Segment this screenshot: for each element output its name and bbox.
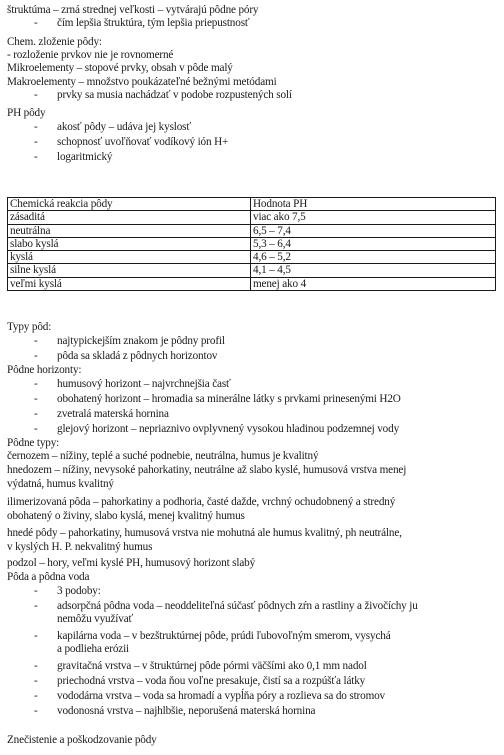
table-header-row [8, 198, 496, 211]
table-row [8, 264, 496, 277]
bullet-text: obohatený horizont – hromadia sa minerálne látky s prvkami prinesenými H2O [57, 393, 401, 405]
bullet-text: 3 podoby: [57, 585, 101, 597]
dash-bullet: - [34, 600, 38, 612]
section-heading: Typy pôd: [7, 321, 52, 333]
bullet-text: logaritmický [57, 151, 113, 163]
table-row [8, 237, 496, 250]
table-cell: kyslá [8, 251, 251, 264]
table-cell: 4,1 – 4,5 [251, 264, 496, 277]
table-cell: 5,3 – 6,4 [251, 237, 496, 250]
dash-bullet: - [34, 690, 38, 702]
section-heading: Chem. zloženie pôdy: [7, 36, 102, 48]
table-row [8, 224, 496, 237]
text-line: štruktúma – zrná strednej veľkosti – vytvárajú pôdne póry [7, 4, 259, 16]
bullet-text-continued: a podlieha erózii [57, 643, 129, 655]
text-line: podzol – hory, veľmi kyslé PH, humusový horizont slabý [7, 557, 256, 569]
dash-bullet: - [34, 350, 38, 362]
section-heading: Pôdne horizonty: [7, 364, 82, 376]
table-cell: veľmi kyslá [8, 277, 251, 290]
table-cell: slabo kyslá [8, 237, 251, 250]
section-heading: Pôda a pôdna voda [7, 571, 90, 583]
dash-bullet: - [34, 136, 38, 148]
dash-bullet: - [34, 17, 38, 29]
bullet-text: gravitačná vrstva – v štruktúrnej pôde pórmi väčšími ako 0,1 mm nadol [57, 660, 367, 672]
text-line: hnedozem – nížiny, nevysoké pahorkatiny, neutrálne až slabo kyslé, humusová vrstva menej [7, 464, 407, 476]
dash-bullet: - [34, 423, 38, 435]
bullet-text: adsorpčná pôdna voda – neoddeliteľná súčasť pôdnych zŕn a rastliny a živočíchy ju [57, 600, 418, 612]
table-cell: menej ako 4 [251, 277, 496, 290]
dash-bullet: - [34, 408, 38, 420]
bullet-text: najtypickejším znakom je pôdny profil [57, 335, 225, 347]
bullet-text: akosť pôdy – udáva jej kyslosť [57, 121, 192, 133]
table-header-cell: Chemická reakcia pôdy [8, 198, 251, 211]
bullet-text: priechodná vrstva – voda ňou voľne presakuje, čistí sa a rozpúšťa látky [57, 675, 366, 687]
dash-bullet: - [34, 393, 38, 405]
dash-bullet: - [34, 660, 38, 672]
dash-bullet: - [34, 121, 38, 133]
bullet-text: vododárna vrstva – voda sa hromadí a vypĺňa póry a rozlieva sa do stromov [57, 690, 386, 702]
ph-table [7, 197, 496, 291]
text-line: obohatený o živiny, slabo kyslá, menej kvalitný humus [7, 510, 245, 522]
bullet-text: glejový horizont – nepriaznivo ovplyvnený vysokou hladinou podzemnej vody [57, 423, 400, 435]
dash-bullet: - [34, 675, 38, 687]
text-line: hnedé pôdy – pahorkatiny, humusová vrstva nie mohutná ale humus kvalitný, ph neutrálne, [7, 527, 402, 539]
bullet-text: zvetralá materská hornina [57, 408, 169, 420]
table-cell: zásaditá [8, 211, 251, 224]
dash-bullet: - [34, 705, 38, 717]
bullet-text: čím lepšia štruktúra, tým lepšia priepustnosť [57, 17, 250, 29]
table-row [8, 251, 496, 264]
table-header-cell: Hodnota PH [251, 198, 496, 211]
dash-bullet: - [34, 335, 38, 347]
text-line: Makroelementy – množstvo poukázateľné bežnými metódami [7, 76, 277, 88]
dash-bullet: - [34, 585, 38, 597]
bullet-text-continued: nemôžu využívať [57, 613, 134, 625]
table-row [8, 211, 496, 224]
text-line: ilimerizovaná pôda – pahorkatiny a podhoria, časté dažde, vrchný ochudobnený a stredný [7, 496, 396, 508]
bullet-text: vodonosná vrstva – najhlbšie, neporušená materská hornina [57, 705, 316, 717]
text-line: - rozloženie prvkov nie je rovnomerné [7, 49, 174, 61]
table-cell: silne kyslá [8, 264, 251, 277]
dash-bullet: - [34, 89, 38, 101]
dash-bullet: - [34, 630, 38, 642]
text-line: výdatná, humus kvalitný [7, 478, 114, 490]
text-line: v kyslých H. P. nekvalitný humus [7, 541, 153, 553]
text-line: Mikroelementy – stopové prvky, obsah v pôde malý [7, 62, 233, 74]
section-heading: Pôdne typy: [7, 437, 60, 449]
section-heading: PH pôdy [7, 107, 46, 119]
bullet-text: pôda sa skladá z pôdnych horizontov [57, 350, 218, 362]
text-line: černozem – nížiny, teplé a suché podnebie, neutrálna, humus je kvalitný [7, 450, 319, 462]
bullet-text: schopnosť uvoľňovať vodíkový ión H+ [57, 136, 229, 148]
table-cell: 4,6 – 5,2 [251, 251, 496, 264]
table-row [8, 277, 496, 290]
section-heading: Znečistenie a poškodzovanie pôdy [7, 734, 157, 746]
table-cell: 6,5 – 7,4 [251, 224, 496, 237]
dash-bullet: - [34, 378, 38, 390]
bullet-text: humusový horizont – najvrchnejšia časť [57, 378, 231, 390]
table-cell: neutrálna [8, 224, 251, 237]
dash-bullet: - [34, 151, 38, 163]
bullet-text: kapilárna voda – v bezštruktúrnej pôde, prúdi ľubovoľným smerom, vysychá [57, 630, 391, 642]
bullet-text: prvky sa musia nachádzať v podobe rozpustených solí [57, 89, 292, 101]
table-cell: viac ako 7,5 [251, 211, 496, 224]
